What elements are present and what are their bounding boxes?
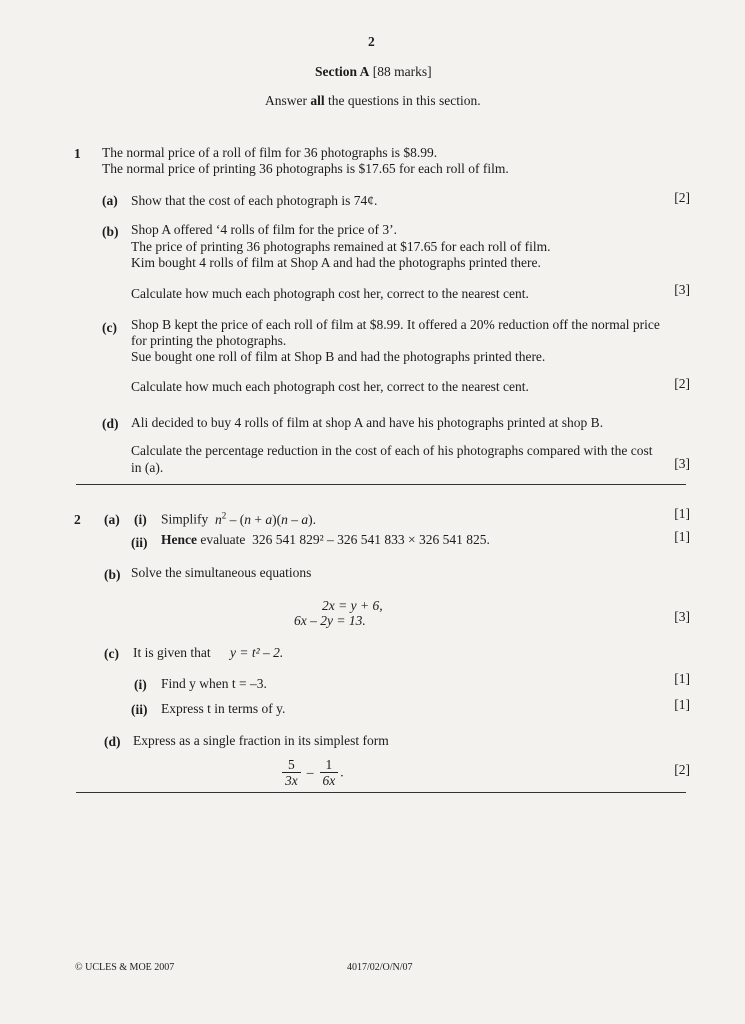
q1b-marks: [3] — [674, 282, 690, 297]
q2d-fraction-2 — [320, 757, 339, 788]
q2ai-text: Simplify — [161, 511, 209, 527]
q2b-equation-2: 6x – 2y = 13. — [294, 613, 366, 628]
q2d-fraction-1-numerator: 5 — [282, 757, 301, 773]
q2aii-question — [161, 532, 490, 548]
footer-paper-code: 4017/02/O/N/07 — [347, 962, 413, 973]
q1b-line3: Kim bought 4 rolls of film at Shop A and had the photographs printed there. — [131, 255, 541, 270]
q2ci-text: Find y when t = –3. — [161, 676, 267, 691]
q2c-text: It is given that — [133, 645, 211, 660]
q1c-line4: Calculate how much each photograph cost her, correct to the nearest cent. — [131, 379, 529, 394]
instruction-pre: Answer — [265, 93, 311, 108]
q2ci-marks: [1] — [674, 671, 690, 686]
instruction-bold: all — [310, 93, 325, 108]
q1d-line3: in (a). — [131, 460, 164, 475]
q2b-marks: [3] — [674, 609, 690, 624]
q2aii-marks: [1] — [674, 529, 690, 544]
page-number: 2 — [368, 34, 375, 49]
section-title: Section A — [315, 64, 370, 79]
q2b-text: Solve the simultaneous equations — [131, 565, 312, 580]
q1c-line2: for printing the photographs. — [131, 333, 287, 348]
q1d-label: (d) — [102, 416, 119, 431]
q1a-label: (a) — [102, 193, 118, 208]
q1d-line1: Ali decided to buy 4 rolls of film at shop A and have his photographs printed at shop B. — [131, 415, 604, 430]
q1d-line2: Calculate the percentage reduction in the cost of each of his photographs compared with the cost — [131, 443, 653, 458]
q1a-marks: [2] — [674, 190, 690, 205]
q1b-line1: Shop A offered ‘4 rolls of film for the price of 3’. — [131, 222, 397, 237]
q1c-marks: [2] — [674, 376, 690, 391]
q2d-fraction-1-denominator: 3x — [285, 773, 298, 788]
q2b-equation-1: 2x = y + 6, — [322, 598, 383, 613]
q1c-line1: Shop B kept the price of each roll of film at $8.99. It offered a 20% reduction off the normal price — [131, 317, 660, 332]
q2d-fraction-1 — [282, 757, 301, 788]
q2ai-marks: [1] — [674, 506, 690, 521]
q2ai-expression: $n^2 - (n + a)(n - a)$. — [215, 510, 317, 527]
q2c-equation: y = t² – 2. — [230, 645, 284, 660]
q2ci-label: (i) — [134, 677, 147, 692]
q1-intro-line2: The normal price of printing 36 photographs is $17.65 for each roll of film. — [102, 161, 509, 176]
q1-intro-line1: The normal price of a roll of film for 36 photographs is $8.99. — [102, 145, 438, 160]
q2aii-label: (ii) — [131, 535, 148, 550]
q2d-expression — [280, 757, 344, 788]
q1c-label: (c) — [102, 320, 117, 335]
section-marks: [88 marks] — [372, 64, 432, 79]
q2d-marks: [2] — [674, 762, 690, 777]
q2d-period: . — [340, 764, 344, 780]
divider-rule — [76, 484, 686, 485]
question-2-number: 2 — [74, 512, 81, 527]
q1a-text: Show that the cost of each photograph is 74¢. — [131, 193, 378, 208]
q1c-line3: Sue bought one roll of film at Shop B and had the photographs printed there. — [131, 349, 546, 364]
q2cii-marks: [1] — [674, 697, 690, 712]
q1b-line4: Calculate how much each photograph cost her, correct to the nearest cent. — [131, 286, 529, 301]
q2aii-text: evaluate — [200, 532, 246, 547]
q1d-marks: [3] — [674, 456, 690, 471]
q1b-line2: The price of printing 36 photographs remained at $17.65 for each roll of film. — [131, 239, 551, 254]
instruction-post: the questions in this section. — [324, 93, 481, 108]
q2aii-hence: Hence — [161, 532, 197, 547]
divider-rule-bottom — [76, 792, 686, 793]
q2ai-question — [161, 510, 316, 528]
q2ai-label: (i) — [134, 512, 147, 527]
q2d-minus-sign: – — [306, 764, 314, 780]
q2b-label: (b) — [104, 567, 121, 582]
question-1-number: 1 — [74, 146, 81, 161]
q2d-text: Express as a single fraction in its simplest form — [133, 733, 389, 748]
section-instruction — [265, 93, 481, 109]
q2d-label: (d) — [104, 734, 121, 749]
q2c-label: (c) — [104, 646, 119, 661]
q1b-label: (b) — [102, 224, 119, 239]
q2d-fraction-2-denominator: 6x — [322, 773, 336, 788]
q2cii-text: Express t in terms of y. — [161, 701, 286, 716]
section-heading — [315, 64, 432, 80]
q2d-fraction-2-numerator: 1 — [320, 757, 339, 773]
footer-copyright: © UCLES & MOE 2007 — [75, 962, 175, 973]
q2aii-expression: 326 541 829² – 326 541 833 × 326 541 825. — [252, 532, 490, 547]
q2a-label: (a) — [104, 512, 120, 527]
q2cii-label: (ii) — [131, 702, 148, 717]
